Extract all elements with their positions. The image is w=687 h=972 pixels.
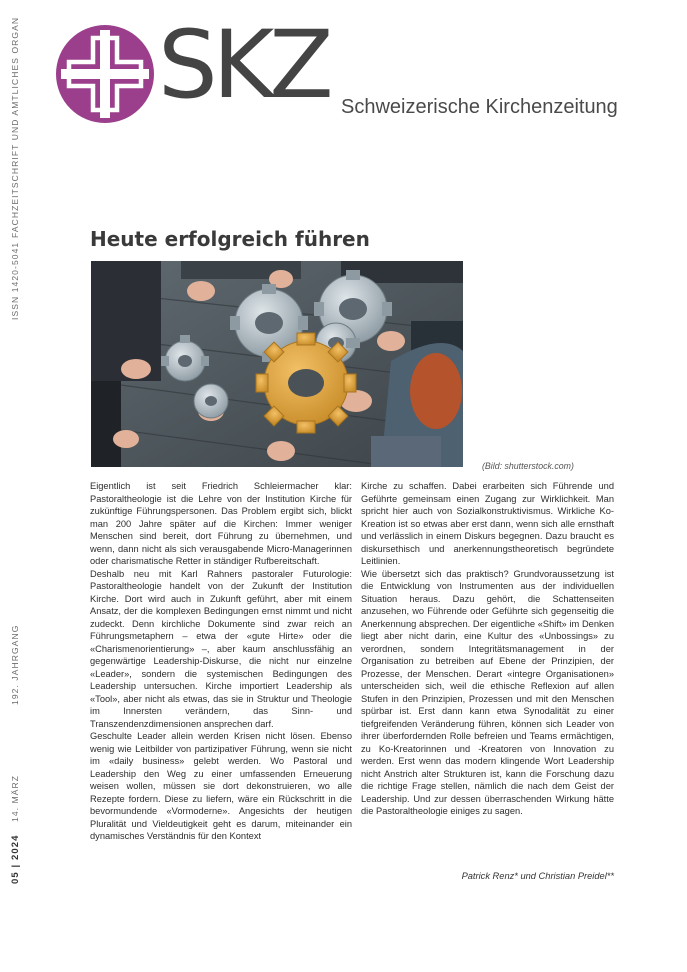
image-credit: (Bild: shutterstock.com) bbox=[482, 461, 574, 471]
category-label: FACHZEITSCHRIFT UND AMTLICHES ORGAN bbox=[10, 16, 20, 238]
paragraph: Geschulte Leader allein werden Krisen nicht lösen. Ebenso wenig wie Leitbilder von partizipativer Führung, wenn sie nicht im «daily business» gelebt werden. Wo Pastoral und Leadership den Weg zu einer umfassenden Erneuerung weisen wollen, müssen sie dort dekonstruieren, wo alle Rezepte fordern. Diese zu liefern, wäre ein Rückschritt in die bevormundende «Vormoderne». Angesichts der heutigen Pluralität und Vieldeutigkeit geht es darum, miteinander ein dynamisches Verständnis für den Kontext bbox=[90, 731, 352, 842]
paragraph: Kirche zu schaffen. Dabei erarbeiten sich Führende und Geführte gemeinsam einen Zugang zur Wirklichkeit. Man spricht hier auch von Sozialkonstruktivismus. Wirkliche Ko-Kreation ist so etwas aber erst dann, wenn sich alle ernsthaft und verlässlich in einem Diskurs begegnen. Dazu braucht es diskursethisch und anerkennungstheoretisch begründete Leitlinien. bbox=[361, 481, 614, 567]
article-column-2 bbox=[361, 480, 614, 818]
paragraph: Wie übersetzt sich das praktisch? Grundvoraussetzung ist die Entwicklung von Instrumenten aus der individuellen Situation heraus. Dazu gehört, die Schattenseiten anzusehen, wo Führende oder Geführte sich gegenseitig die Anerkennung absprechen. Der eigentliche «Shift» im Denken liegt aber nicht darin, eine Kultur des «Unbossings» zu verordnen, sondern Integritätsmanagement in der Organisation zu betreiben auf Ebene der Prinzipien, der Prozesse, der Menschen. Derart «integre Organisationen» unterscheiden sich, weil die ethische Reflexion auf allen Stufen in den Prinzipien, Prozessen und mit den Menschen spürbar ist. Erst dann kann etwa Synodalität zu einer tiefgreifenden Veränderung führen, können sich Leader von ihrer überfordernden Rolle befreien und Teams ermächtigen, zu Ko-Kreatorinnen und -Kreatoren von Innovation zu werden. Erst wenn das modern klingende Wort Leadership nicht Anstrich alter Strukturen ist, kann die Forschung dazu die richtige Frage stellen, nämlich die nach dem Geist der Leadership. Und zur dessen überraschenden Wirkung hätte die Pastoraltheologie einiges zu sagen. bbox=[361, 568, 614, 817]
issn-label: ISSN 1420-5041 bbox=[10, 241, 20, 320]
article-authors: Patrick Renz* und Christian Preidel** bbox=[461, 871, 614, 881]
issue-date: 14. MÄRZ bbox=[10, 774, 20, 822]
side-strip bbox=[4, 0, 28, 972]
article-photo bbox=[91, 261, 463, 467]
brand-title: SKZ bbox=[158, 11, 329, 120]
article-column-1 bbox=[90, 480, 352, 843]
cross-logo-icon bbox=[55, 24, 155, 124]
paragraph: Deshalb neu mit Karl Rahners pastoraler Futurologie: Pastoraltheologie handelt von der Zukunft der Institution Kirche. Dort wird auch in Zukunft geführt, aber mit einem Ansatz, der die komplexen Bedingungen ernst nimmt und nicht zudeckt. Denn kirchliche Dokumente sind zwar reich an Führungsmetaphern – etwa der «gute Hirte» oder die «Charismenorientierung» –, aber kaum anschlussfähig an gegenwärtige Leadership-Diskurse, die nicht nur einzelne «Leader», sondern die systemischen Bedingungen des Leadership untersuchen. Kirche importiert Leadership als «Tool», aber nicht als etwas, das sie in Struktur und Theologie im Innersten verändern, das Sinn- und Transzendenzdimensionen ansprechen darf. bbox=[90, 568, 352, 729]
volume-label: 192. JAHRGANG bbox=[10, 624, 20, 705]
paragraph: Eigentlich ist seit Friedrich Schleiermacher klar: Pastoraltheologie ist die Lehre von der Institution Kirche für zukünftige Führungspersonen. Das Problem ergibt sich, blickt man 200 Jahre später auf die Kirchen: Immer weniger Menschen sind bereit, dort Führung zu übernehmen, und wenn, dann nicht als sich verausgabende Micro-Managerinnen oder charismatische Retter in ständiger Rufbereitschaft. bbox=[90, 481, 352, 567]
issue-number: 05 | 2024 bbox=[10, 834, 21, 884]
article-headline: Heute erfolgreich führen bbox=[90, 227, 370, 251]
publication-subtitle: Schweizerische Kirchenzeitung bbox=[341, 96, 618, 118]
